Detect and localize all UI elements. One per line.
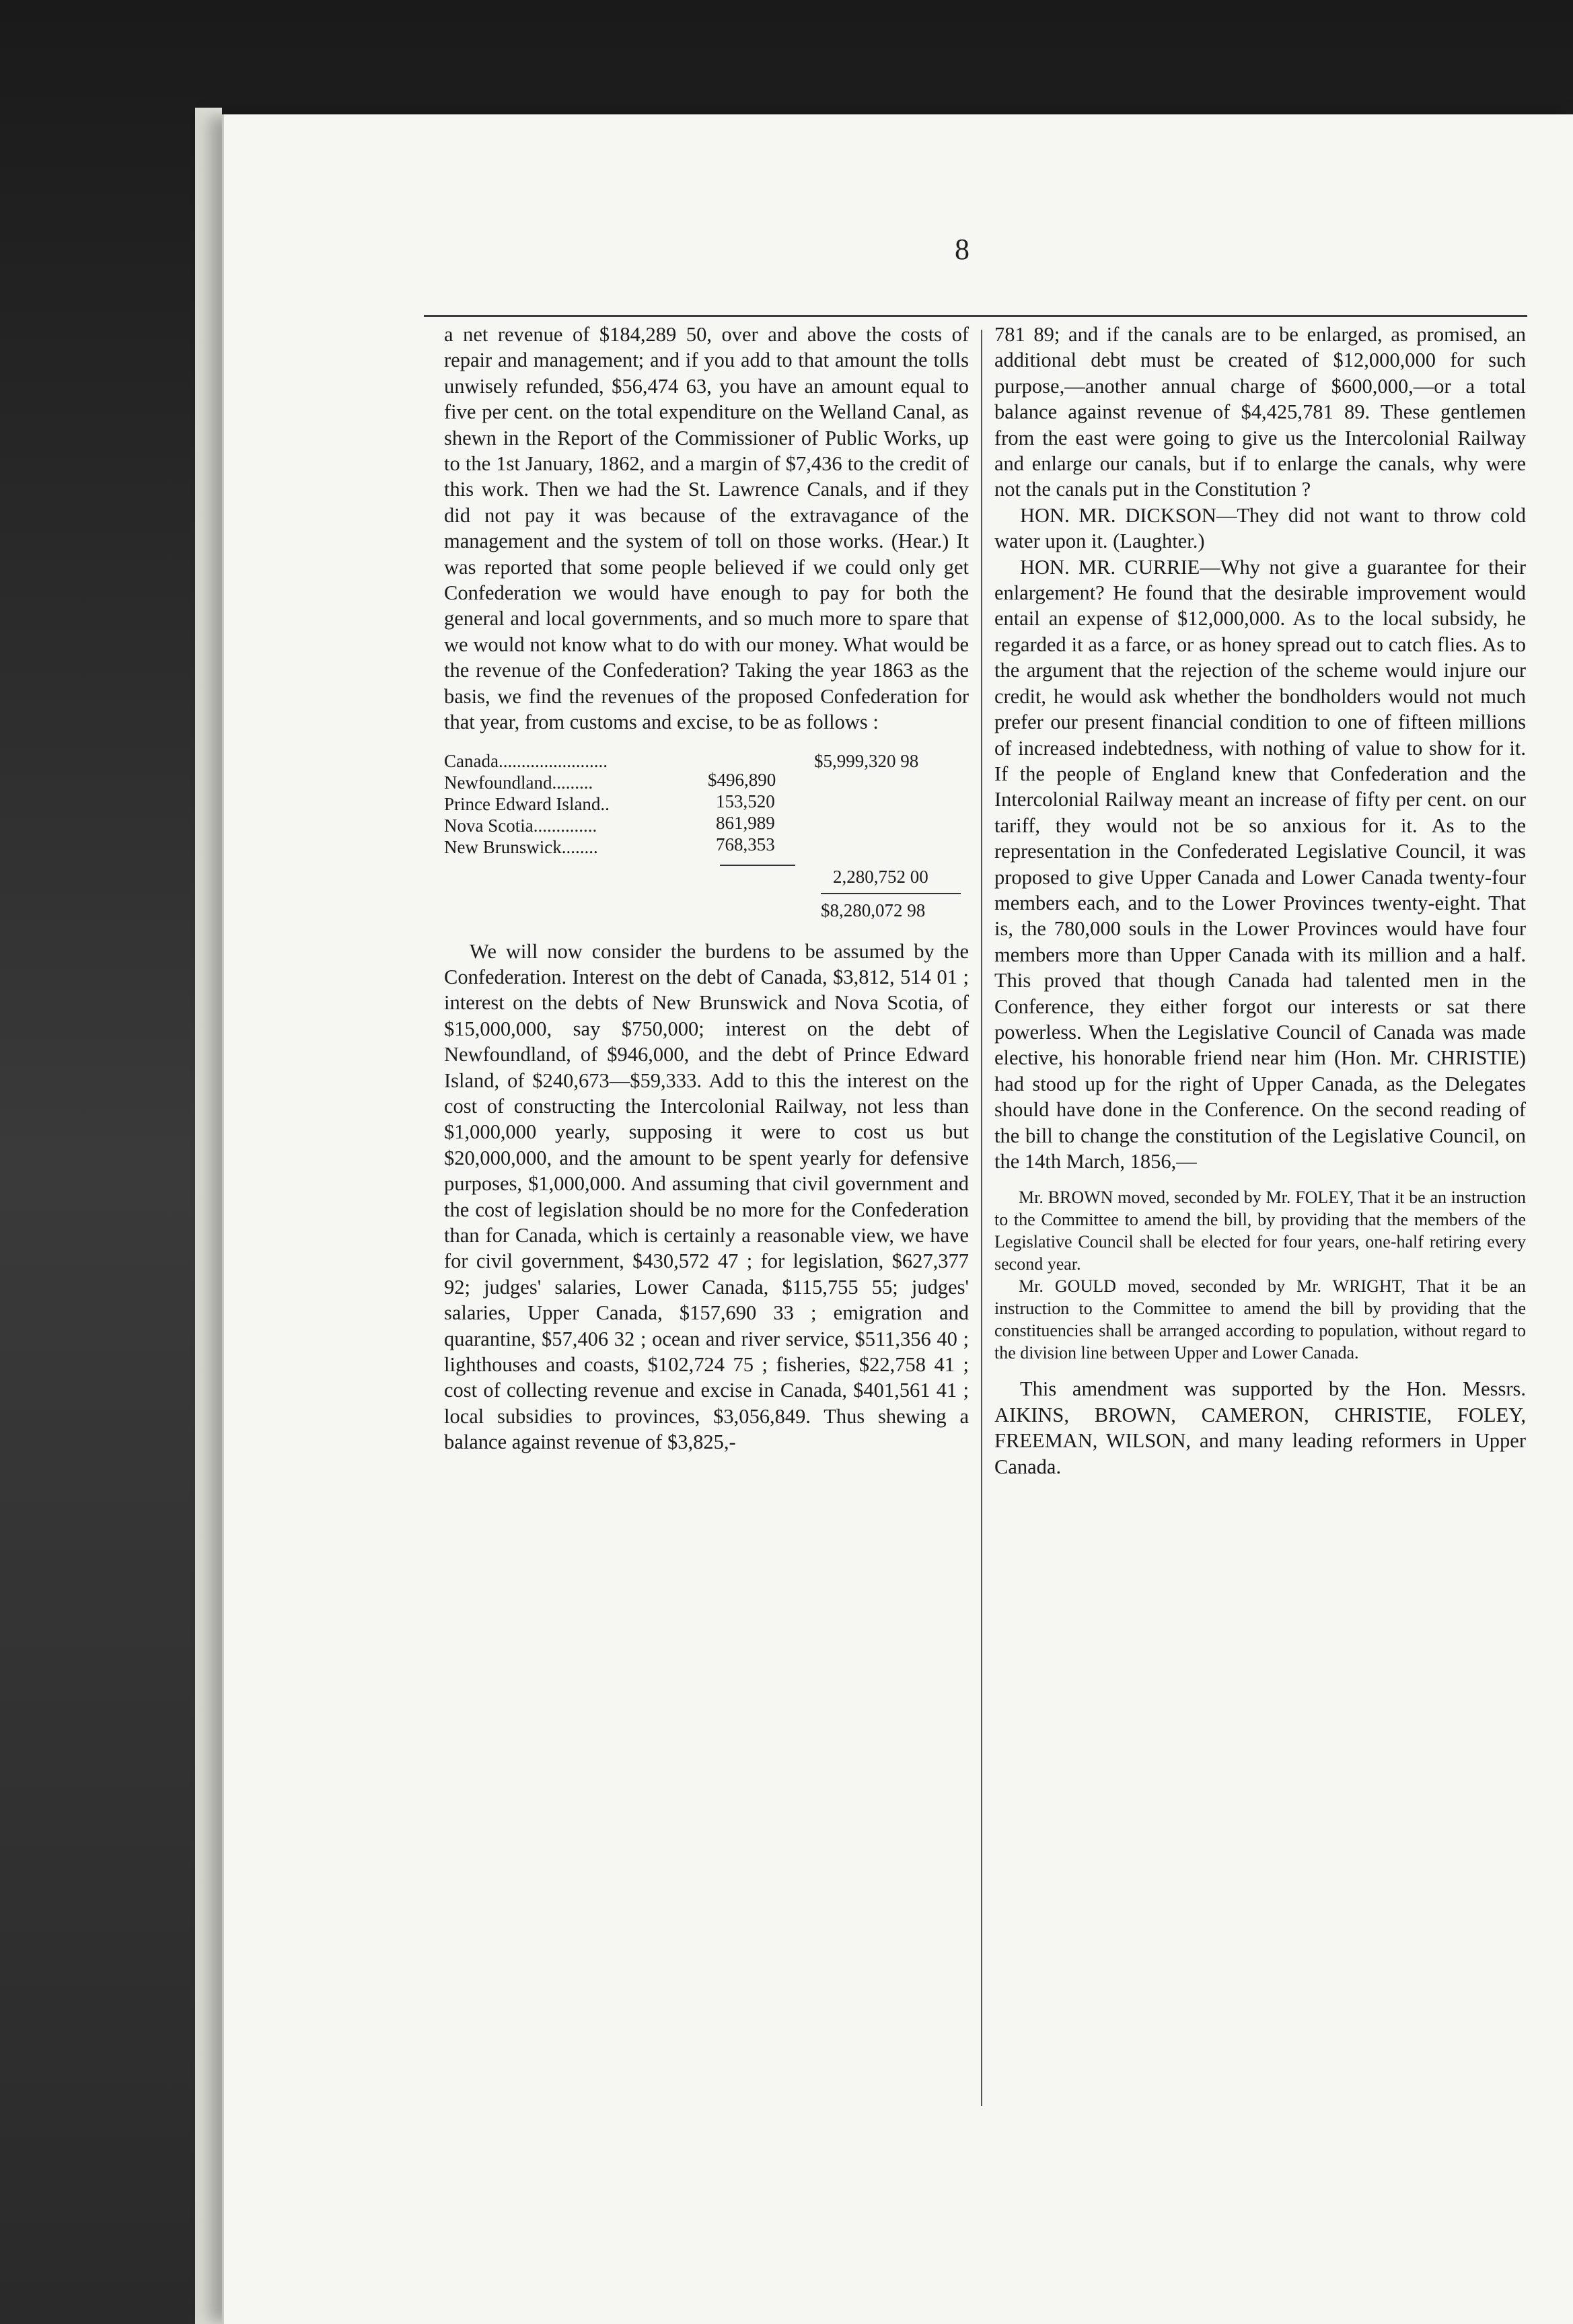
table-row: [444, 836, 598, 858]
table-total: $8,280,072 98: [821, 900, 926, 920]
subtotal-rule: [720, 865, 795, 866]
table-row: [444, 772, 593, 793]
table-row-canada: [444, 750, 608, 772]
spacer: [994, 1174, 1526, 1186]
right-paragraph-currie: HON. MR. CURRIE—Why not give a guarantee for their enlargement? He found that the desirable improvement would entail an expense of $12,000,000. As to the local subsidy, he regarded it as a farce, or as honey spread out to catch flies. As to the argument that the rejection of the scheme would injure our credit, he would ask whether the bondholders would not much prefer our present financial condition to one of fifteen millions of increased indebtedness, with nothing of value to show for it. If the people of England knew that Confederation and the Intercolonial Railway meant an increase of fifty per cent. on our tariff, they would not be so anxious for it. As to the representation in the Confederated Legislative Council, it was proposed to give Upper Canada and Lower Canada twenty-four members each, and to the Lower Provinces twenty-eight. That is, the 780,000 souls in the Lower Provinces would have four members more than Upper Canada with its million and a half. This proved that though Canada had talented men in the Conference, they either forgot our interests or sat there powerless. When the Legislative Council of Canada was made elective, his honorable friend near him (Hon. Mr. CHRISTIE) had stood up for the right of Upper Canada, as the Delegates should have done in the Conference. On the second reading of the bill to change the constitution of the Legislative Council, on the 14th March, 1856,—: [994, 555, 1526, 1173]
table-row-label: Canada........................: [444, 750, 608, 771]
revenue-table: [444, 750, 969, 927]
total-rule: [821, 893, 961, 894]
table-row-value: 861,989: [716, 812, 775, 833]
table-row-label: New Brunswick........: [444, 836, 598, 857]
table-row-label: Newfoundland.........: [444, 772, 593, 793]
right-paragraph-dickson: HON. MR. DICKSON—They did not want to throw cold water upon it. (Laughter.): [994, 503, 1526, 553]
table-row-value: $496,890: [708, 769, 776, 790]
paper-edge: [195, 108, 222, 2324]
quoted-motion-gould: Mr. GOULD moved, seconded by Mr. WRIGHT, That it be an instruction to the Committee to amend the bill by providing that the constituencies shall be arranged according to population, without regard to the division line between Upper and Lower Canada.: [994, 1276, 1526, 1363]
header-rule: [424, 315, 1527, 317]
left-column: [444, 322, 969, 1455]
table-row-label: Nova Scotia..............: [444, 815, 597, 836]
left-paragraph-1: a net revenue of $184,289 50, over and above the costs of repair and management; and if you add to that amount the tolls unwisely refunded, $56,474 63, you have an amount equal to five per cent. on the total expenditure on the Welland Canal, as shewn in the Report of the Commissioner of Public Works, up to the 1st January, 1862, and a margin of $7,436 to the credit of this work. Then we had the St. Lawrence Canals, and if they did not pay it was because of the extravagance of the management and the system of toll on those works. (Hear.) It was reported that some people believed if we could only get Confederation we would have enough to pay for both the general and local governments, and so much more to spare that we would not know what to do with our money. What would be the revenue of the Confederation? Taking the year 1863 as the basis, we find the revenues of the proposed Confederation for that year, from customs and excise, to be as follows :: [444, 323, 969, 734]
table-row: [444, 793, 610, 815]
table-row: [444, 815, 597, 836]
right-paragraph-amendment: This amendment was supported by the Hon. Messrs. AIKINS, BROWN, CAMERON, CHRISTIE, FOLEY, FREEMAN, WILSON, and many leading reformers in Upper Canada.: [994, 1377, 1526, 1478]
column-divider: [981, 330, 982, 2106]
spacer: [994, 1364, 1526, 1376]
right-column: [994, 322, 1526, 1480]
quoted-motion-brown: Mr. BROWN moved, seconded by Mr. FOLEY, That it be an instruction to the Committee to amend the bill, by providing that the members of the Legislative Council shall be elected for four years, one-half retiring every second year.: [994, 1188, 1526, 1274]
table-row-label: Prince Edward Island..: [444, 793, 610, 814]
table-row-value: 768,353: [716, 834, 775, 855]
table-value-canada: $5,999,320 98: [814, 750, 919, 771]
page-number: 8: [955, 233, 970, 266]
table-row-value: 153,520: [716, 791, 775, 811]
table-subtotal: 2,280,752 00: [833, 866, 928, 887]
right-paragraph-1: 781 89; and if the canals are to be enlarged, as promised, an additional debt must be created of $12,000,000 for such purpose,—another annual charge of $600,000,—or a total balance against revenue of $4,425,781 89. These gentlemen from the east were going to give us the Intercolonial Railway and enlarge our canals, but if to enlarge the canals, why were not the canals put in the Constitution ?: [994, 323, 1526, 501]
left-paragraph-2: We will now consider the burdens to be assumed by the Confederation. Interest on the debt of Canada, $3,812, 514 01 ; interest on the debts of New Brunswick and Nova Scotia, of $15,000,000, say $750,000; interest on the debt of Newfoundland, of $946,000, and the debt of Prince Edward Island, of $240,673—$59,333. Add to this the interest on the cost of constructing the Intercolonial Railway, not less than $1,000,000 yearly, supposing it were to cost us but $20,000,000, and the amount to be spent yearly for defensive purposes, $1,000,000. And assuming that civil government and the cost of legislation should be no more for the Confederation than for Canada, which is certainly a reasonable view, we have for civil government, $430,572 47 ; for legislation, $627,377 92; judges' salaries, Lower Canada, $115,755 55; judges' salaries, Upper Canada, $157,690 33 ; emigration and quarantine, $57,406 32 ; ocean and river service, $511,356 40 ; lighthouses and coasts, $102,724 75 ; fisheries, $22,758 41 ; cost of collecting revenue and excise in Canada, $401,561 41 ; local subsidies to provinces, $3,056,849. Thus shewing a balance against revenue of $3,825,-: [444, 939, 969, 1454]
